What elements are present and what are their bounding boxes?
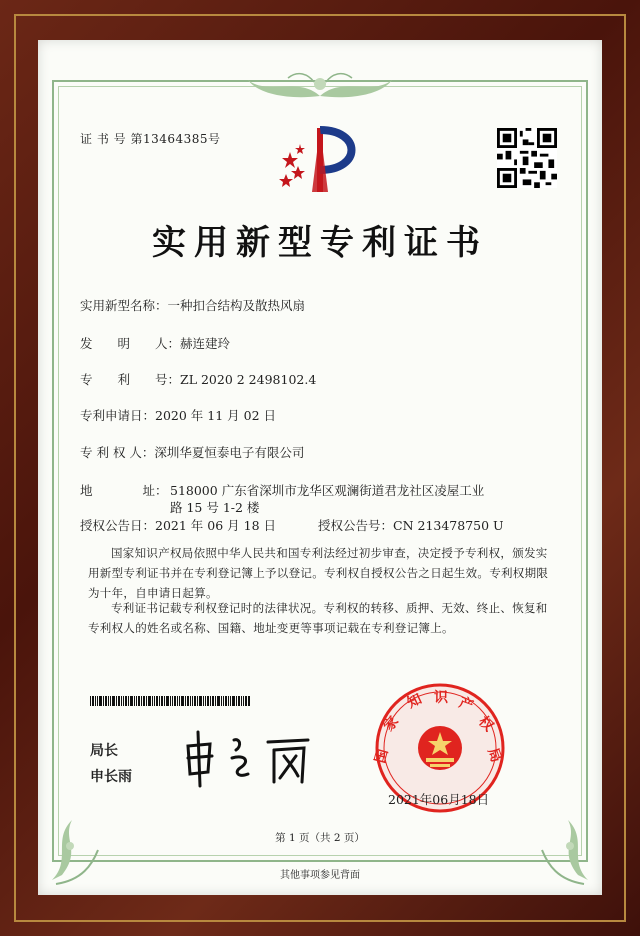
director-title: 局长 bbox=[90, 743, 118, 759]
svg-text:国: 国 bbox=[372, 747, 392, 766]
director-name: 申长雨 bbox=[90, 769, 132, 785]
svg-text:知: 知 bbox=[404, 691, 425, 712]
filing-date-row bbox=[80, 406, 276, 424]
qr-code-icon bbox=[497, 128, 557, 188]
page-number: 第 1 页（共 2 页） bbox=[275, 832, 365, 844]
seal-date: 2021年06月18日 bbox=[388, 792, 490, 807]
inventor-value: 赫连建玲 bbox=[180, 336, 231, 351]
utility-model-name-row bbox=[80, 296, 305, 314]
filing-date-label: 专利申请日： bbox=[80, 408, 156, 423]
inventor-label: 发 明 人： bbox=[80, 336, 181, 351]
patent-number-label: 专 利 号： bbox=[80, 372, 181, 387]
certificate-number: 证 书 号 第13464385号 bbox=[80, 132, 221, 146]
svg-text:局: 局 bbox=[484, 745, 505, 765]
patent-owner-label: 专 利 权 人： bbox=[80, 445, 155, 460]
patent-number-value: ZL 2020 2 2498102.4 bbox=[180, 372, 317, 387]
grant-number-label: 授权公告号： bbox=[318, 518, 394, 533]
top-ornament bbox=[228, 66, 412, 102]
patent-number-row bbox=[80, 370, 316, 388]
address-label: 地 址： bbox=[80, 483, 168, 498]
address-row bbox=[80, 481, 484, 499]
page-title: 实用新型专利证书 bbox=[152, 223, 488, 263]
patent-owner-value: 深圳华夏恒泰电子有限公司 bbox=[154, 445, 305, 460]
address-value-line2: 路 15 号 1-2 楼 bbox=[170, 500, 260, 515]
director-signature bbox=[180, 728, 320, 788]
filing-date-value: 2020 年 11 月 02 日 bbox=[155, 408, 277, 423]
svg-text:家: 家 bbox=[380, 713, 403, 735]
patent-owner-row bbox=[80, 443, 304, 461]
grant-date-row bbox=[80, 516, 276, 534]
svg-text:权: 权 bbox=[475, 713, 497, 735]
grant-date-value: 2021 年 06 月 18 日 bbox=[155, 518, 277, 533]
inventor-row bbox=[80, 334, 230, 352]
grant-number-value: CN 213478750 U bbox=[393, 518, 504, 533]
svg-text:产: 产 bbox=[456, 694, 476, 715]
footer-note: 其他事项参见背面 bbox=[280, 870, 360, 881]
grant-number-row bbox=[318, 516, 504, 534]
address-row-2 bbox=[170, 498, 259, 516]
cnipa-logo-icon bbox=[270, 122, 370, 202]
address-value-line1: 518000 广东省深圳市龙华区观澜街道君龙社区凌屋工业 bbox=[170, 483, 485, 498]
statement-paragraph-1: 国家知识产权局依照中华人民共和国专利法经过初步审查，决定授予专利权，颁发实用新型专利证书并在专利登记簿上予以登记。专利权自授权公告之日起生效。专利权期限为十年，自申请日起算。 bbox=[88, 546, 549, 600]
utility-model-name-label: 实用新型名称： bbox=[80, 298, 168, 313]
grant-date-label: 授权公告日： bbox=[80, 518, 156, 533]
statement-paragraph-2: 专利证书记载专利权登记时的法律状况。专利权的转移、质押、无效、终止、恢复和专利权人的姓名或名称、国籍、地址变更等事项记载在专利登记簿上。 bbox=[88, 601, 548, 635]
utility-model-name-value: 一种扣合结构及散热风扇 bbox=[167, 298, 306, 313]
svg-text:识: 识 bbox=[434, 690, 448, 706]
barcode-icon bbox=[90, 696, 250, 706]
